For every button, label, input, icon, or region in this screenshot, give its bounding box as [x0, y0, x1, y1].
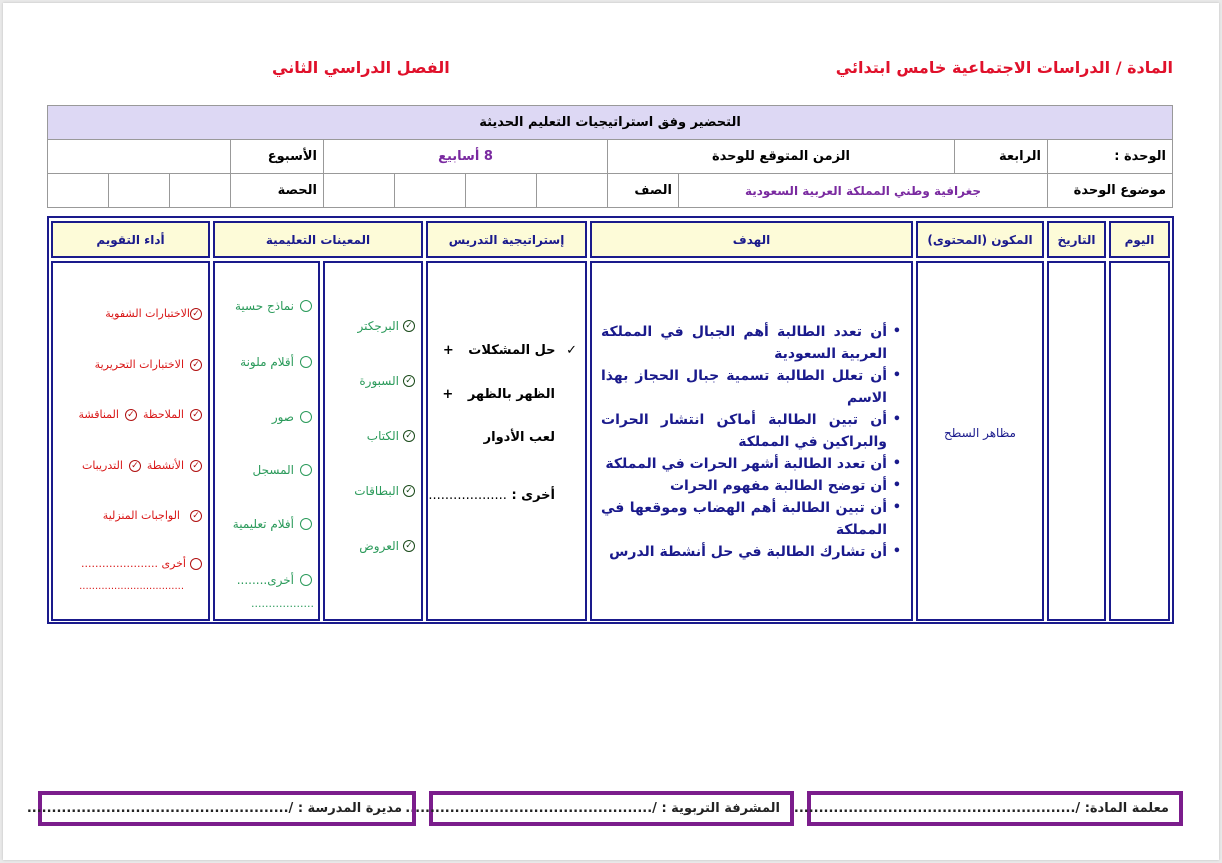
aid-other-dots: ..................: [251, 597, 314, 610]
aid-item[interactable]: [357, 319, 415, 333]
strategy-problem-solving: [443, 343, 577, 358]
class-label: الصف: [608, 174, 679, 208]
unit-label: الوحدة :: [1048, 140, 1173, 174]
aid-item[interactable]: [359, 539, 415, 553]
check-circle-icon: ✓: [190, 308, 202, 320]
aid-label: البرجكتر: [357, 319, 399, 333]
aid-label: أقلام ملونة: [240, 355, 294, 369]
unit-value: الرابعة: [955, 140, 1048, 174]
period-cell-1[interactable]: [170, 174, 231, 208]
aid-item[interactable]: [272, 410, 312, 424]
assessment-item[interactable]: [82, 459, 202, 472]
teacher-signature[interactable]: معلمة المادة: /.........................................................: [807, 791, 1183, 826]
header-content: المكون (المحتوى): [916, 221, 1044, 258]
duration-value: 8 أسابيع: [324, 140, 608, 174]
class-cell-1[interactable]: [537, 174, 608, 208]
aids-cell-right: [323, 261, 423, 621]
goal-cell: [590, 261, 913, 621]
aid-item-other[interactable]: [237, 573, 312, 587]
aid-label: صور: [271, 410, 294, 424]
empty-circle-icon: [300, 411, 312, 423]
check-circle-icon: ✓: [125, 409, 137, 421]
topic-label: موضوع الوحدة: [1048, 174, 1173, 208]
strategy-back-to-back: [442, 387, 555, 402]
topic-value: جغرافية وطني المملكة العربية السعودية: [679, 174, 1048, 208]
period-label: الحصة: [231, 174, 324, 208]
goal-item: • أن تعدد الطالبة أهم الجبال في المملكة العربية السعودية: [601, 321, 901, 365]
goal-item: • أن تبين الطالبة أماكن انتشار الحرات والبراكين في المملكة: [601, 409, 901, 453]
assessment-other-dots: .................................: [79, 581, 184, 592]
assessment-label: المناقشة: [78, 408, 119, 421]
plus-icon: +: [442, 387, 454, 402]
empty-circle-icon: [300, 300, 312, 312]
aid-item[interactable]: [253, 463, 312, 477]
period-cell-2[interactable]: [109, 174, 170, 208]
assessment-item[interactable]: [105, 307, 202, 320]
day-cell[interactable]: [1109, 261, 1170, 621]
plus-icon: +: [442, 343, 454, 358]
header-assessment: أداء التقويم: [51, 221, 210, 258]
aid-item[interactable]: [354, 484, 415, 498]
check-icon: ✓: [566, 343, 577, 358]
aid-item[interactable]: [235, 299, 312, 313]
aid-item[interactable]: [359, 374, 415, 388]
check-circle-icon: ✓: [403, 540, 415, 552]
empty-circle-icon: [300, 356, 312, 368]
check-circle-icon: ✓: [190, 359, 202, 371]
empty-circle-icon: [300, 574, 312, 586]
goal-item: • أن تعدد الطالبة أشهر الحرات في المملكة: [601, 453, 901, 475]
aid-label: أفلام تعليمية: [232, 517, 294, 531]
assessment-label: الاختبارات التحريرية: [94, 358, 184, 371]
subject-title: المادة / الدراسات الاجتماعية خامس ابتدائي: [835, 58, 1173, 77]
strategy-cell: [426, 261, 587, 621]
strategy-role-play: لعب الأدوار: [483, 430, 555, 445]
check-circle-icon: ✓: [190, 460, 202, 472]
assessment-label: الاختبارات الشفوية: [105, 307, 190, 320]
aid-item[interactable]: [233, 517, 312, 531]
header-day: اليوم: [1109, 221, 1170, 258]
goal-item: • أن تبين الطالبة أهم الهضاب وموقعها في المملكة: [601, 497, 901, 541]
aid-label: العروض: [359, 539, 399, 553]
content-cell: [916, 261, 1044, 621]
strategy-label: حل المشكلات: [468, 343, 556, 358]
content-text: مظاهر السطح: [944, 426, 1016, 440]
header-goal: الهدف: [590, 221, 913, 258]
info-table: [47, 105, 1173, 208]
class-cell-3[interactable]: [395, 174, 466, 208]
semester-title: الفصل الدراسي الثاني: [272, 58, 450, 77]
header-date: التاريخ: [1047, 221, 1106, 258]
date-cell[interactable]: [1047, 261, 1106, 621]
check-circle-icon: ✓: [403, 375, 415, 387]
assessment-label: الواجبات المنزلية: [102, 509, 180, 522]
check-circle-icon: ✓: [403, 430, 415, 442]
duration-label: الزمن المتوقع للوحدة: [608, 140, 955, 174]
check-circle-icon: ✓: [403, 485, 415, 497]
aid-label: السبورة: [359, 374, 399, 388]
goal-item: • أن توضح الطالبة مفهوم الحرات: [601, 475, 901, 497]
check-circle-icon: ✓: [190, 510, 202, 522]
aid-label: البطاقات: [354, 484, 399, 498]
goal-item: • أن تعلل الطالبة تسمية جبال الحجاز بهذا الاسم: [601, 365, 901, 409]
assessment-item-other[interactable]: [81, 557, 202, 570]
supervisor-signature[interactable]: المشرفة التربوية : /..................................................: [429, 791, 794, 826]
other-dots: ...................: [428, 488, 507, 503]
aid-label: أخرى........: [236, 573, 294, 587]
assessment-item[interactable]: [79, 408, 202, 421]
class-cell-4[interactable]: [324, 174, 395, 208]
empty-circle-icon: [300, 518, 312, 530]
empty-circle-icon: [190, 558, 202, 570]
header-aids: المعينات التعليمية: [213, 221, 423, 258]
strategy-label: الظهر بالظهر: [467, 387, 555, 402]
assessment-label: الملاحظة: [142, 408, 184, 421]
week-value[interactable]: [48, 140, 231, 174]
strategy-other: [428, 488, 555, 503]
check-circle-icon: ✓: [403, 320, 415, 332]
week-label: الأسبوع: [231, 140, 324, 174]
aid-label: نماذج حسية: [234, 299, 294, 313]
aids-cell-left: [213, 261, 320, 621]
aid-item[interactable]: [240, 355, 312, 369]
class-cell-2[interactable]: [466, 174, 537, 208]
aid-label: الكتاب: [366, 429, 399, 443]
plan-title: التحضير وفق استراتيجيات التعليم الحديثة: [48, 106, 1173, 140]
other-label: أخرى :: [511, 488, 555, 503]
aid-label: المسجل: [252, 463, 294, 477]
goal-list: [601, 321, 901, 563]
check-circle-icon: ✓: [129, 460, 141, 472]
period-cell-3[interactable]: [48, 174, 109, 208]
check-circle-icon: ✓: [190, 409, 202, 421]
assessment-item[interactable]: [95, 358, 202, 371]
assessment-label: التدريبات: [81, 459, 123, 472]
principal-signature[interactable]: مديرة المدرسة : /.....................................................: [38, 791, 416, 826]
assessment-cell: [51, 261, 210, 621]
goal-item: • أن تشارك الطالبة في حل أنشطة الدرس: [601, 541, 901, 563]
empty-circle-icon: [300, 464, 312, 476]
assessment-item[interactable]: [103, 509, 202, 522]
assessment-label: أخرى ......................: [81, 557, 186, 570]
assessment-label: الأنشطة: [146, 459, 184, 472]
header-strategy: إستراتيجية التدريس: [426, 221, 587, 258]
aid-item[interactable]: [367, 429, 415, 443]
